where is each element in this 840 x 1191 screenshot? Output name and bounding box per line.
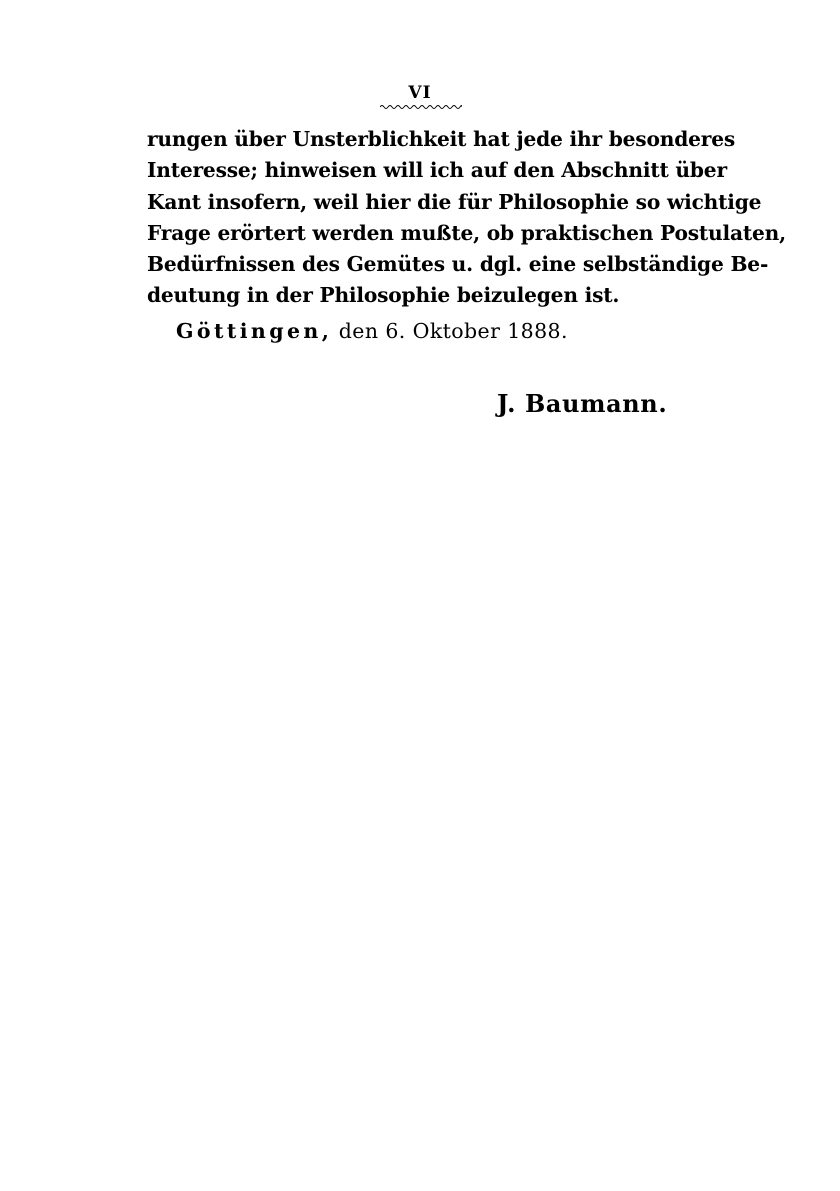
wavy-rule	[380, 104, 462, 110]
dateline-date: den 6. Oktober 1888.	[338, 319, 568, 343]
text-line: Frage erörtert werden mußte, ob praktischen Postulaten,	[147, 220, 786, 245]
text-line: rungen über Unsterblichkeit hat jede ihr besonderes	[147, 127, 736, 151]
body-paragraph	[147, 124, 786, 312]
author-signature: J. Baumann.	[497, 389, 668, 418]
text-line: deutung in der Philosophie beizulegen ist.	[147, 283, 620, 308]
page-number: VI	[408, 83, 432, 103]
dateline-place: Göttingen,	[176, 319, 333, 343]
dateline	[176, 319, 568, 343]
text-line: Interesse; hinweisen will ich auf den Abschnitt über	[147, 158, 727, 183]
text-line: Kant insofern, weil hier die für Philosophie so wichtige	[147, 189, 762, 214]
text-line: Bedürfnissen des Gemütes u. dgl. eine selbständige Be-	[147, 252, 769, 277]
